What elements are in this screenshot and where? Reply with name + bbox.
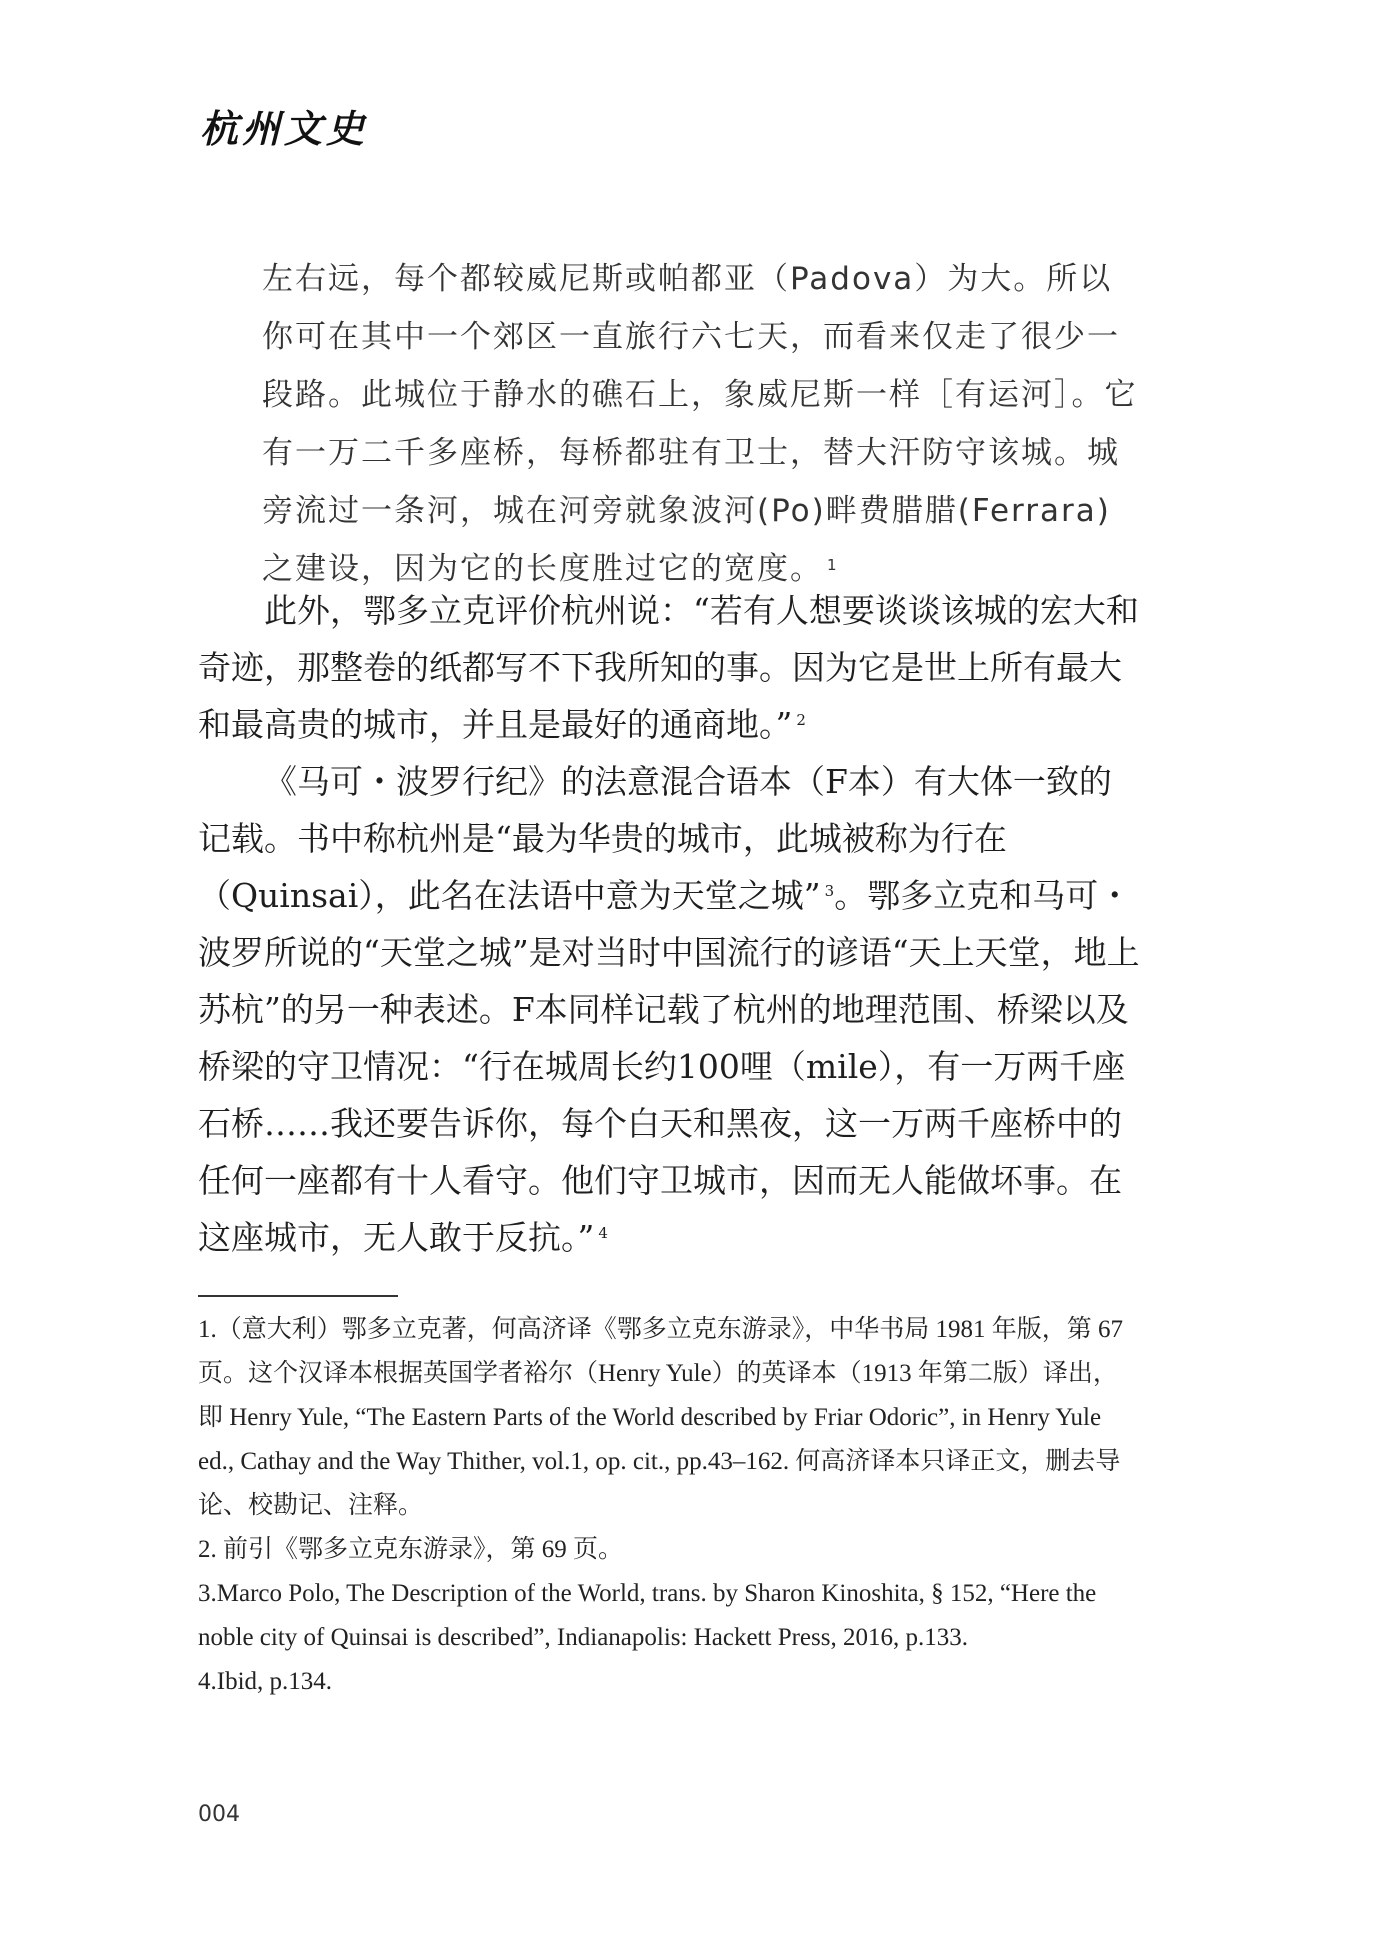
- paragraph-text: 此外，鄂多立克评价杭州说：“若有人想要谈谈该城的宏大和奇迹，那整卷的纸都写不下我所知的事。因为它是世上所有最大和最高贵的城市，并且是最好的通商地。”: [198, 591, 1139, 744]
- paragraph: [198, 582, 1140, 753]
- body-text: [198, 582, 1140, 1266]
- footnote-ref[interactable]: 4: [598, 1224, 608, 1242]
- footnote-ref[interactable]: 1: [827, 556, 839, 574]
- footnote: 3.Marco Polo, The Description of the World, trans. by Sharon Kinoshita, § 152, “Here the noble city of Quinsai is described”, Indianapolis: Hackett Press, 2016, p.133.: [198, 1580, 1097, 1651]
- footnote: 2. 前引《鄂多立克东游录》，第 69 页。: [198, 1536, 624, 1563]
- block-quote-text: 左右远，每个都较威尼斯或帕都亚（Padova）为大。所以你可在其中一个郊区一直旅行六七天，而看来仅走了很少一段路。此城位于静水的礁石上，象威尼斯一样［有运河］。它有一万二千多座桥，每桥都驻有卫士，替大汗防守该城。城旁流过一条河，城在河旁就象波河(Po)畔费腊腊(Ferrara)之建设，因为它的长度胜过它的宽度。: [262, 261, 1138, 587]
- footnote-ref[interactable]: 2: [796, 711, 806, 729]
- footnote: 4.Ibid, p.134.: [198, 1668, 333, 1695]
- footnote: 1.（意大利）鄂多立克著，何高济译《鄂多立克东游录》，中华书局 1981 年版，第 67 页。这个汉译本根据英国学者裕尔（Henry Yule）的英译本（1913 年第二版）译出，即 Henry Yule, “The Eastern Parts of the World described by Friar Odoric”, in Henry Yule ed., Cathay and the Way Thither, vol.1, op. cit., pp.43–162. 何高济译本只译正文，删去导论、校勘记、注释。: [198, 1316, 1124, 1519]
- paragraph: [198, 753, 1140, 1266]
- footnotes: [198, 1308, 1140, 1704]
- footnote-ref[interactable]: 3: [824, 882, 835, 900]
- block-quote: [262, 250, 1140, 598]
- paragraph-text: 。鄂多立克和马可・波罗所说的“天堂之城”是对当时中国流行的谚语“天上天堂，地上苏杭”的另一种表述。F本同样记载了杭州的地理范围、桥梁以及桥梁的守卫情况：“行在城周长约100哩（mile），有一万两千座石桥……我还要告诉你，每个白天和黑夜，这一万两千座桥中的任何一座都有十人看守。他们守卫城市，因而无人能做坏事。在这座城市，无人敢于反抗。”: [198, 876, 1140, 1257]
- paragraph-text: 《马可・波罗行纪》的法意混合语本（F本）有大体一致的记载。书中称杭州是“最为华贵的城市，此城被称为行在（Quinsai），此名在法语中意为天堂之城”: [198, 762, 1112, 915]
- page-number: 004: [198, 1802, 240, 1827]
- footnote-divider: [198, 1295, 398, 1297]
- running-head-title: 杭州文史: [200, 106, 369, 151]
